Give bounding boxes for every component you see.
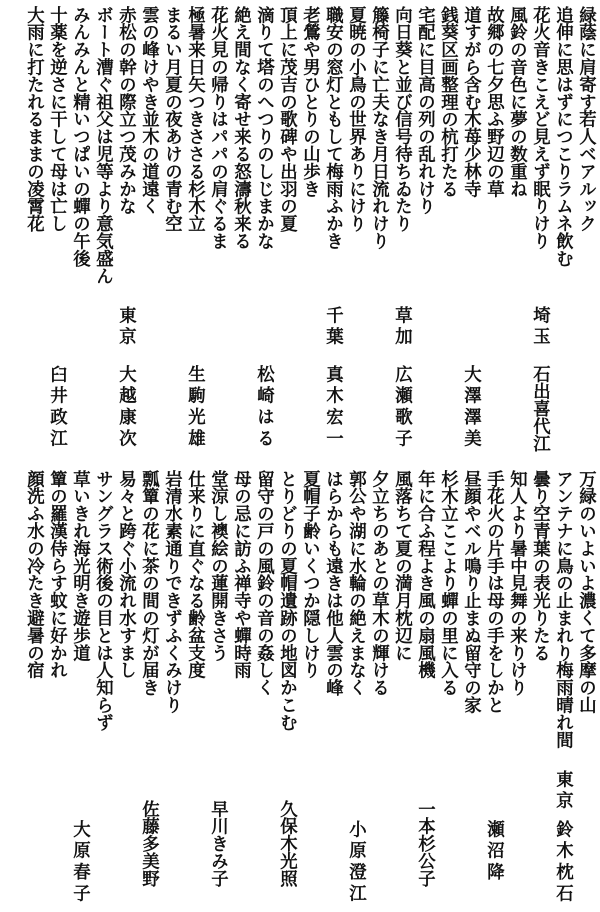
- haiku-line: 花火音きこえど見えず眠りけり: [529, 6, 550, 250]
- author-name: 石出喜代江: [529, 365, 550, 452]
- haiku-line: 籐椅子に亡夫なき月日流れけり: [368, 6, 389, 250]
- author-name: 鈴木枕石: [552, 820, 573, 906]
- haiku-line: 知人より暑中見舞の来りけり: [506, 470, 527, 697]
- author-name: 小原澄江: [345, 820, 366, 906]
- haiku-line: はらからも遠きは他人雲の峰: [322, 470, 343, 697]
- author-prefecture: 千葉: [322, 306, 343, 349]
- haiku-line: 留守の戸の風鈴の音の姦しく: [253, 470, 274, 697]
- haiku-line: 宅配に目高の列の乱れけり: [414, 6, 435, 215]
- author-name: 瀬沼降: [483, 820, 504, 885]
- haiku-line: 老鶯や男ひとりの山歩き: [299, 6, 320, 198]
- haiku-line: 絶え間なく寄せ来る怒濤秋来る: [230, 6, 251, 250]
- author-prefecture: 埼玉: [529, 306, 550, 349]
- haiku-line: 職安の窓灯ともして梅雨ふかき: [322, 6, 343, 250]
- haiku-line: 向日葵と並び信号待ちゐたり: [391, 6, 412, 233]
- haiku-line: 花火見の帰りはパパの肩ぐるま: [207, 6, 228, 250]
- author-name: 大原春子: [69, 820, 90, 906]
- haiku-line: 顔洗ふ水の冷たき避暑の宿: [23, 470, 44, 679]
- haiku-line: サングラス術後の目とは人知らず: [92, 470, 113, 731]
- haiku-line: 故郷の七夕思ふ野辺の草: [483, 6, 504, 198]
- author-name: 真木宏一: [322, 365, 343, 451]
- haiku-line: 母の忌に訪ふ禅寺や蟬時雨: [230, 470, 251, 679]
- haiku-line: 十薬を逆さに干して母は亡し: [46, 6, 67, 233]
- author-prefecture: 草加: [391, 306, 412, 349]
- author-name: 生駒光雄: [184, 365, 205, 451]
- haiku-line: 極暑来日矢つきささる杉木立: [184, 6, 205, 233]
- haiku-line: 大雨に打たれるままの凌霄花: [23, 6, 44, 233]
- haiku-line: 頂上に茂吉の歌碑や出羽の夏: [276, 6, 297, 233]
- haiku-line: 夏暁の小鳥の世界ありにけり: [345, 6, 366, 233]
- haiku-line: 万緑のいよいよ濃くて多摩の山: [575, 470, 596, 714]
- haiku-line: 道すがら含む木苺少林寺: [460, 6, 481, 198]
- haiku-line: とりどりの夏帽遺跡の地図かこむ: [276, 470, 297, 731]
- haiku-line: 緑蔭に肩寄す若人ベアルック: [575, 6, 596, 233]
- haiku-line: 瓢簞の花に茶の間の灯が届き: [138, 470, 159, 697]
- author-name: 広瀬歌子: [391, 365, 412, 451]
- haiku-line: まるい月夏の夜あけの青む空: [161, 6, 182, 233]
- haiku-line: 夏帽子齢いくつか隠しけり: [299, 470, 320, 679]
- haiku-line: 曇り空青葉の表光りたる: [529, 470, 550, 662]
- haiku-line: みんみんと精いつぱいの蟬の午後: [69, 6, 90, 267]
- haiku-line: 易々と跨ぐ小流れ水すまし: [115, 470, 136, 679]
- haiku-line: ボート漕ぐ祖父は児等より意気盛ん: [92, 6, 113, 285]
- author-name: 久保木光照: [276, 800, 297, 887]
- haiku-line: アンテナに鳥の止まれり梅雨晴れ間: [552, 470, 573, 749]
- haiku-line: 銭葵区画整理の杭打たる: [437, 6, 458, 198]
- author-name: 大越康次: [115, 365, 136, 451]
- haiku-line: 堂涼し襖絵の蓮開きさう: [207, 470, 228, 662]
- haiku-line: 杉木立ここより蟬の里に入る: [437, 470, 458, 697]
- author-name: 早川きみ子: [207, 800, 228, 887]
- haiku-line: 追伸に思はずにつこりラムネ飲む: [552, 6, 573, 267]
- author-prefecture: 東京: [552, 770, 573, 813]
- haiku-line: 昼顔やベル鳴り止まぬ留守の家: [460, 470, 481, 714]
- haiku-line: 手花火の片手は母の手をしかと: [483, 470, 504, 714]
- haiku-line: 風落ちて夏の満月枕辺に: [391, 470, 412, 662]
- haiku-line: 仕来りに直ぐなる齢盆支度: [184, 470, 205, 679]
- haiku-line: 年に合ふ程よき風の扇風機: [414, 470, 435, 679]
- haiku-line: 雲の峰けやき並木の道遠く: [138, 6, 159, 215]
- author-name: 佐藤多美野: [138, 800, 159, 887]
- author-name: 大澤澤美: [460, 365, 481, 451]
- haiku-line: 風鈴の音色に夢の数重ね: [506, 6, 527, 198]
- haiku-line: 赤松の幹の際立つ茂みかな: [115, 6, 136, 215]
- haiku-line: 岩清水素通りできずふくみけり: [161, 470, 182, 714]
- haiku-line: 滴りて塔のへつりのしじまかな: [253, 6, 274, 250]
- haiku-line: 草いきれ海光明き遊歩道: [69, 470, 90, 662]
- haiku-line: 簞の羅漢侍らす蚊に好かれ: [46, 470, 67, 679]
- author-name: 一本杉公子: [414, 800, 435, 887]
- haiku-line: 夕立ちのあとの草木の輝ける: [368, 470, 389, 697]
- author-name: 松崎はる: [253, 365, 274, 451]
- author-prefecture: 東京: [115, 306, 136, 349]
- author-name: 臼井政江: [46, 365, 67, 451]
- haiku-line: 郭公や湖に水輪の絶えまなく: [345, 470, 366, 697]
